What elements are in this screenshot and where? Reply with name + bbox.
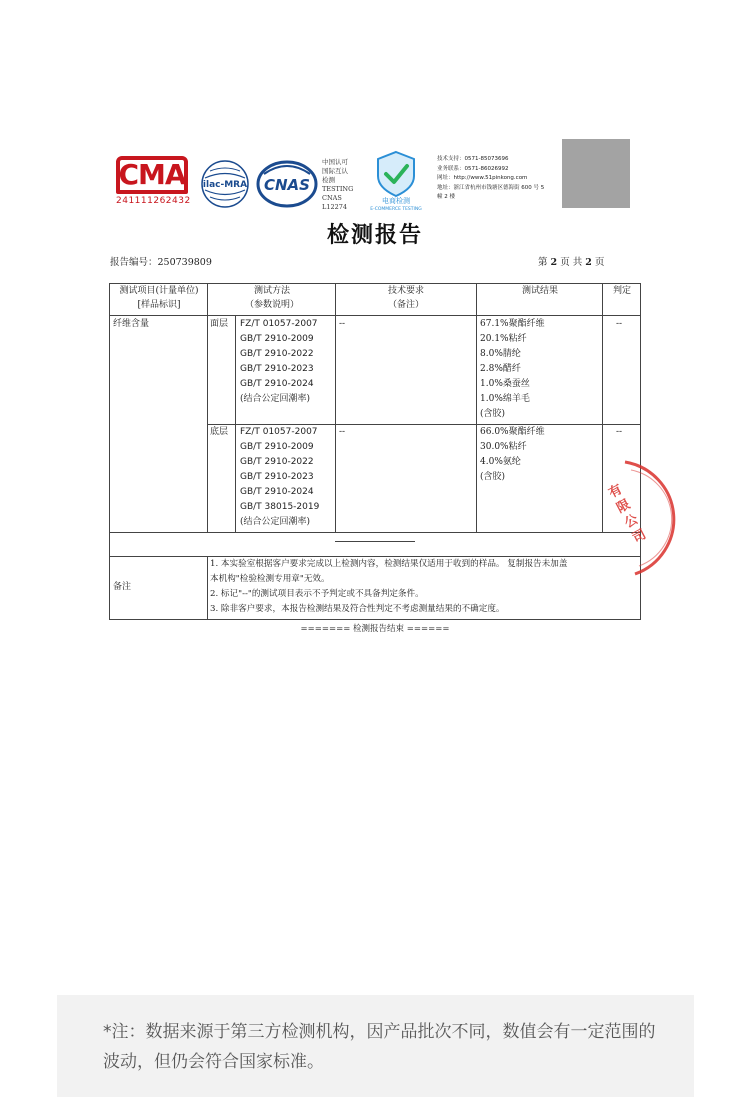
remarks-list	[210, 557, 567, 617]
method-line: FZ/T 01057-2007	[240, 427, 318, 437]
header-judge: 判定	[612, 286, 631, 296]
header-requirement	[336, 284, 476, 312]
test-item-name: 纤维含量	[113, 319, 150, 329]
result-line: 2.8%醋纤	[480, 364, 521, 374]
table-divider	[235, 315, 236, 533]
header-item-line1: 测试项目(计量单位)	[119, 286, 199, 296]
result-line: 1.0%绵羊毛	[480, 394, 530, 404]
method-line: GB/T 2910-2022	[240, 349, 314, 359]
requirement-value: --	[339, 319, 346, 329]
header-test-result	[477, 284, 603, 298]
shield-label-cn: 电商检测	[382, 197, 410, 205]
page-total: 2	[585, 257, 592, 268]
judgement-value: --	[616, 427, 623, 437]
result-line: 1.0%桑蚕丝	[480, 379, 530, 389]
page-suffix: 页	[594, 257, 605, 268]
header-req-line1: 技术要求	[387, 286, 424, 296]
company-seal-stamp	[605, 458, 680, 578]
result-list	[480, 425, 545, 485]
table-divider	[207, 556, 208, 620]
method-list	[240, 317, 318, 407]
cma-logo-text: CMA	[118, 158, 186, 191]
contact-line: 幢 2 楼	[437, 194, 455, 200]
result-line: 4.0%氨纶	[480, 457, 521, 467]
remark-line: 3. 除非客户要求，本报告检测结果及符合性判定不考虑测量结果的不确定度。	[210, 604, 505, 614]
contact-line: 业务联系：0571-86026992	[437, 165, 509, 172]
cnas-logo-text: CNAS	[264, 176, 310, 194]
report-end-marker: ======= 检测报告结束 ======	[300, 624, 450, 634]
requirement-value: --	[339, 427, 346, 437]
seal-text: 有限公司	[606, 482, 649, 547]
result-line: 8.0%腈纶	[480, 349, 521, 359]
remark-line: 本机构"检验检测专用章"无效。	[210, 574, 330, 584]
cnas-note-line: 检测	[322, 176, 335, 184]
method-line: GB/T 2910-2024	[240, 487, 314, 497]
header-test-item	[110, 284, 208, 312]
contact-line: 技术支持：0571-85073696	[437, 156, 509, 162]
page-prefix: 第	[538, 257, 548, 268]
method-line: GB/T 2910-2022	[240, 457, 314, 467]
ilac-logo-text: ilac-MRA	[202, 180, 248, 190]
header-item-line2: [样品标识]	[137, 300, 181, 310]
table-border	[109, 619, 641, 620]
page-current: 2	[550, 257, 558, 268]
method-line: FZ/T 01057-2007	[240, 319, 318, 329]
table-divider	[109, 532, 641, 533]
method-line: GB/T 2910-2024	[240, 379, 314, 389]
cnas-note-line: TESTING	[322, 185, 354, 193]
header-req-line2: （备注）	[387, 300, 424, 310]
result-line: 66.0%聚酯纤维	[480, 427, 545, 437]
header-test-method	[208, 284, 336, 312]
method-line: GB/T 38015-2019	[240, 502, 320, 512]
table-border	[109, 283, 110, 620]
method-line: GB/T 2910-2023	[240, 364, 314, 374]
remark-line: 1. 本实验室根据客户要求完成以上检测内容，检测结果仅适用于收到的样品。 复制报告未加盖	[210, 559, 568, 569]
method-line: GB/T 2910-2023	[240, 472, 314, 482]
method-line: GB/T 2910-2009	[240, 442, 314, 452]
method-list	[240, 425, 319, 530]
contact-line: 地址：浙江省杭州市钱塘区德海街 600 号 5	[437, 184, 545, 191]
header-method-line1: 测试方法	[253, 286, 290, 296]
header-result: 测试结果	[521, 286, 558, 296]
result-line: 67.1%聚酯纤维	[480, 319, 545, 329]
method-line: GB/T 2910-2009	[240, 334, 314, 344]
header-judgement	[603, 284, 641, 298]
judgement-value: --	[616, 319, 623, 329]
table-divider	[476, 283, 477, 533]
part-label: 底层	[210, 427, 229, 437]
method-line: (结合公定回潮率)	[240, 517, 311, 527]
result-line: (含胶)	[480, 409, 506, 419]
shield-label-en: E-COMMERCE TESTING	[370, 207, 422, 212]
result-line: 20.1%粘纤	[480, 334, 527, 344]
table-divider	[109, 315, 641, 316]
table-divider	[207, 315, 208, 533]
part-label: 面层	[210, 319, 229, 329]
result-line: (含胶)	[480, 472, 506, 482]
page-mid: 页 共	[560, 257, 583, 268]
cnas-note-line: 中国认可	[322, 158, 348, 166]
report-number: 报告编号：250739809	[110, 257, 212, 268]
table-divider	[335, 283, 336, 533]
header-method-line2: （参数说明）	[244, 300, 299, 310]
remark-line: 2. 标记"--"的测试项目表示不予判定或不具备判定条件。	[210, 589, 424, 599]
result-list	[480, 317, 545, 422]
disclaimer-box	[57, 995, 694, 1097]
cnas-note-line: CNAS L12274	[322, 194, 347, 211]
report-title: 检测报告	[326, 222, 423, 248]
contact-line: 网址：http://www.51pinkong.com	[437, 175, 528, 181]
result-line: 30.0%粘纤	[480, 442, 527, 452]
table-divider	[602, 283, 603, 533]
short-rule	[335, 541, 415, 542]
cma-number: 241111262432	[116, 196, 191, 206]
method-line: (结合公定回潮率)	[240, 394, 311, 404]
cnas-note-line: 国际互认	[322, 167, 348, 175]
disclaimer-text: *注：数据来源于第三方检测机构，因产品批次不同，数值会有一定范围的波动，但仍会符合国家标准。	[103, 1022, 656, 1072]
remarks-label: 备注	[113, 582, 132, 592]
